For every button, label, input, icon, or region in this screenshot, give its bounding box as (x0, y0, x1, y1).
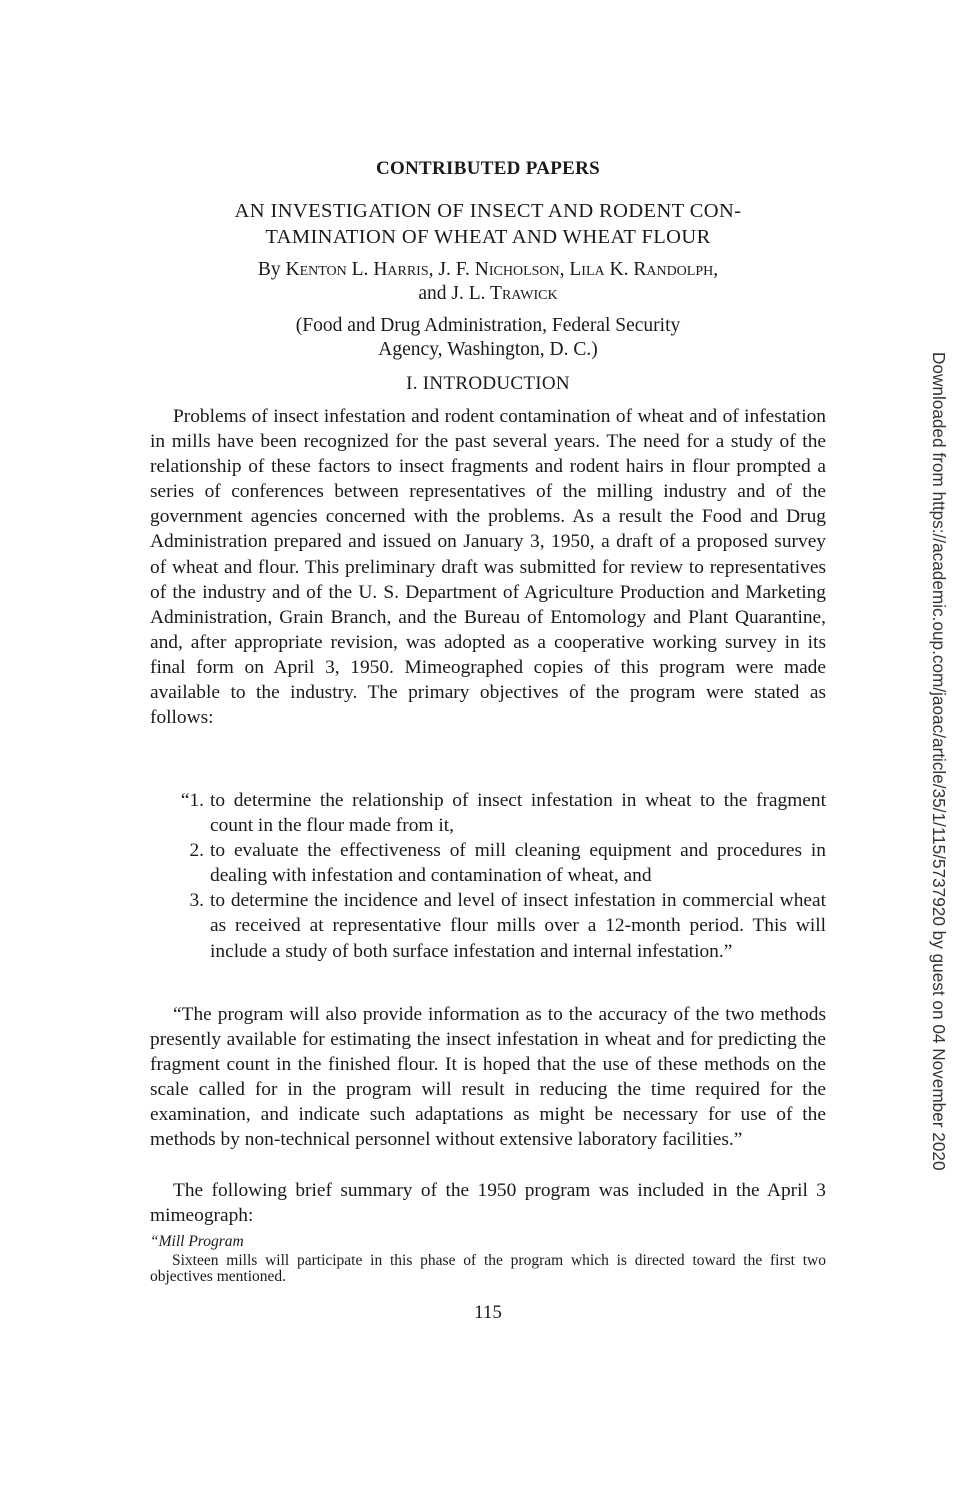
objectives-list (160, 788, 826, 964)
author-3: Lila K. Randolph (569, 259, 714, 280)
author-2: J. F. Nicholson (438, 259, 560, 280)
author-list (150, 258, 826, 306)
objective-item: 3. to determine the incidence and level of insect infestation in commercial wheat as received at representative flour mills over a 12-month period. This will include a study of both surface infestation and internal infestation.” (189, 890, 826, 962)
author-1: Kenton L. Harris (285, 259, 429, 280)
author-line-1: By Kenton L. Harris, J. F. Nicholson, Lila K. Randolph, (257, 259, 719, 280)
mill-program-text: Sixteen mills will participate in this phase of the program which is directed toward the first two objectives mentioned. (150, 1252, 826, 1285)
title-line-1: AN INVESTIGATION OF INSECT AND RODENT CON- (234, 200, 742, 222)
summary-paragraph: The following brief summary of the 1950 program was included in the April 3 mimeograph: (150, 1180, 826, 1227)
download-notice: Downloaded from https://academic.oup.com/jaoac/article/35/1/115/5737920 by guest on 04 November 2020 (929, 352, 949, 1171)
title-line-2: TAMINATION OF WHEAT AND WHEAT FLOUR (265, 226, 711, 248)
by-label: By (257, 259, 281, 280)
page-number: 115 (474, 1302, 502, 1323)
section-heading: CONTRIBUTED PAPERS (375, 158, 601, 179)
affiliation: (Food and Drug Administration, Federal Security Agency, Washington, D. C.) (295, 315, 681, 360)
objective-item: 2. to evaluate the effectiveness of mill cleaning equipment and procedures in dealing with infestation and contamination of wheat, and (189, 840, 826, 887)
program-paragraph: “The program will also provide information as to the accuracy of the two methods presently available for estimating the insect infestation in wheat and for predicting the fragment count in the finished flour. It is hoped that the use of these methods on the scale called for in the program will result in reducing the time required for the examination, and indicate such adaptations as might be necessary for use of the methods by non-technical personnel without extensive laboratory facilities.” (150, 1004, 826, 1151)
paper-title (150, 198, 826, 250)
author-line-2: and J. L. Trawick (418, 283, 558, 304)
author-4: J. L. Trawick (451, 283, 558, 304)
objective-item: “1. to determine the relationship of insect infestation in wheat to the fragment count in the flour made from it, (180, 790, 826, 837)
mill-program-heading: “Mill Program (150, 1233, 244, 1250)
intro-paragraph: Problems of insect infestation and rodent contamination of wheat and of infestation in mills have been recognized for the past several years. The need for a study of the relationship of these factors to insect fragments and rodent hairs in flour prompted a series of conferences between representatives of the milling industry and of the government agencies concerned with the problems. As a result the Food and Drug Administration prepared and issued on January 3, 1950, a draft of a proposed survey of wheat and flour. This preliminary draft was submitted for review to representatives of the industry and of the U. S. Department of Agriculture Production and Marketing Administration, Grain Branch, and the Bureau of Entomology and Plant Quarantine, and, after appropriate revision, was adopted as a cooperative working survey in its final form on April 3, 1950. Mimeographed copies of this program were made available to the industry. The primary objectives of the program were stated as follows: (150, 406, 826, 729)
intro-heading: I. INTRODUCTION (406, 373, 570, 394)
download-notice-sidebar (925, 352, 949, 1171)
